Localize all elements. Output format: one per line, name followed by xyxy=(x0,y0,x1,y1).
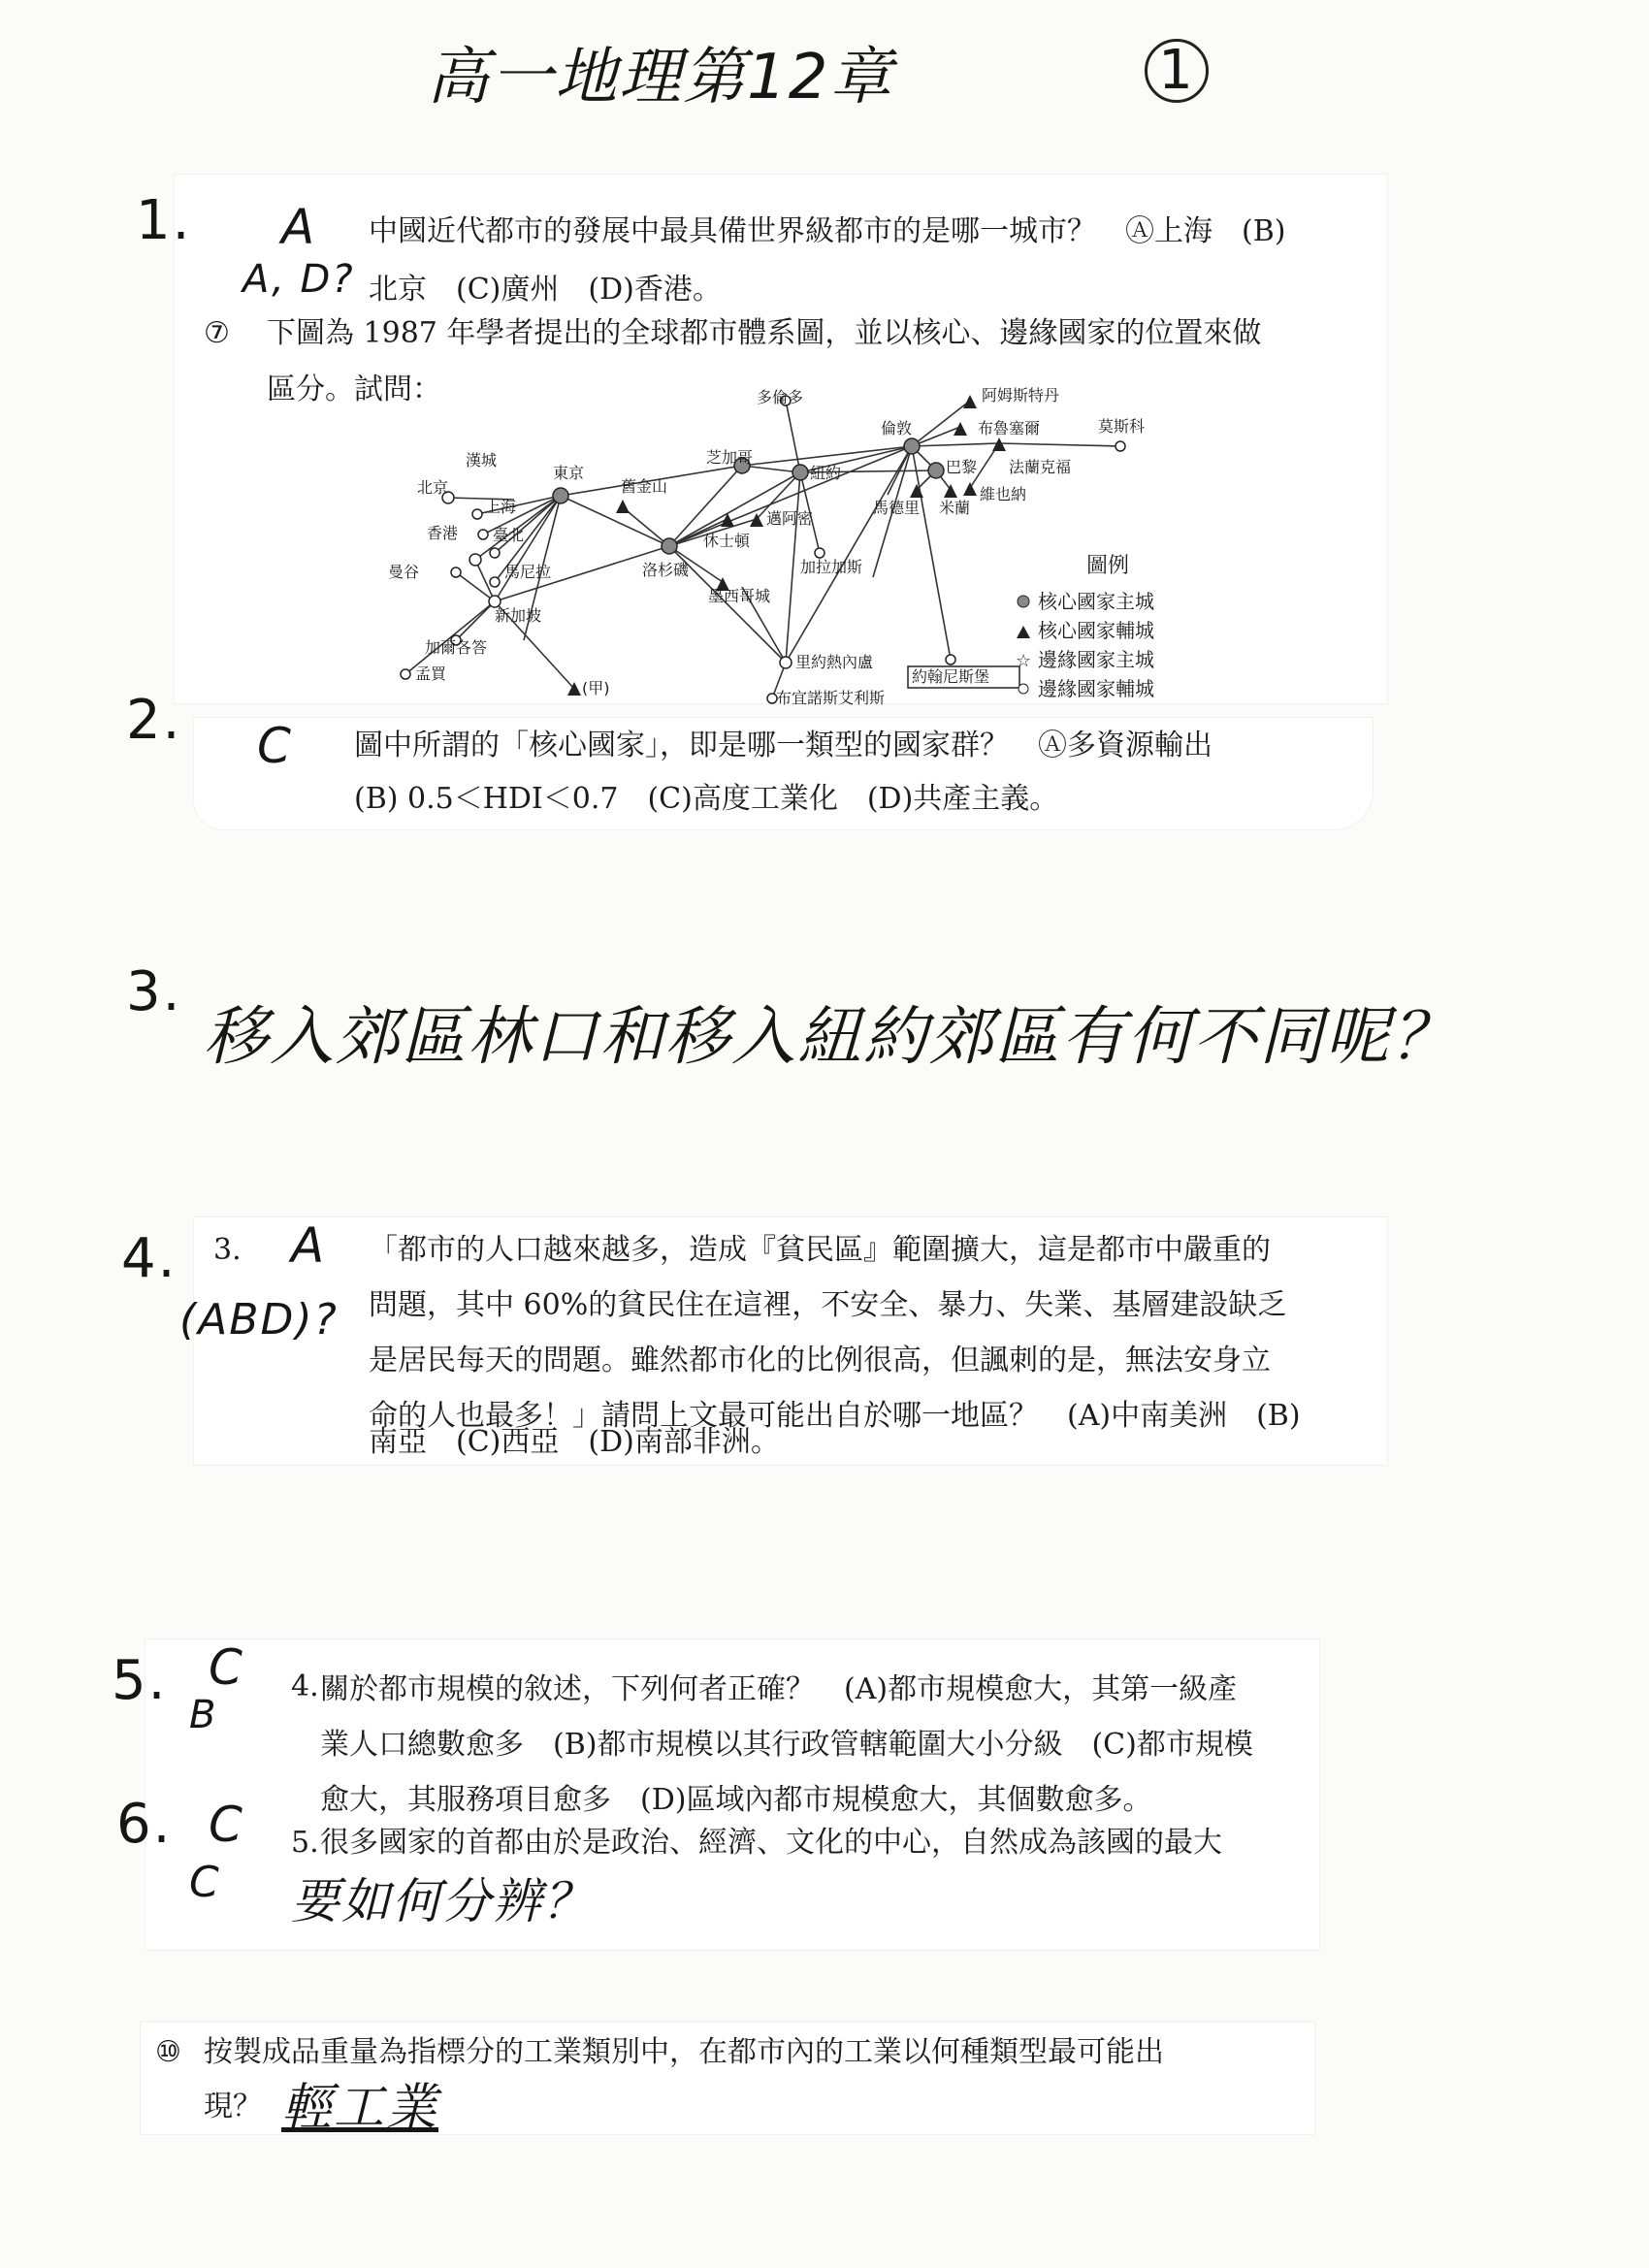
map-legend-periphery-sub: 邊緣國家輔城 xyxy=(1038,677,1154,700)
question-4-number: 4. xyxy=(121,1227,178,1290)
map-label-paris: 巴黎 xyxy=(946,458,978,476)
map-label-houston: 休士頓 xyxy=(703,532,751,550)
map-label-brussels: 布魯塞爾 xyxy=(978,419,1041,437)
question-4-line-2: 問題，其中 60%的貧民住在這裡，不安全、暴力、失業、基層建設缺乏 xyxy=(369,1288,1287,1322)
figure-intro-line-1: 下圖為 1987 年學者提出的全球都市體系圖，並以核心、邊緣國家的位置來做 xyxy=(267,316,1262,350)
map-label-taipei: 臺北 xyxy=(493,526,525,544)
question-5-handwritten-answer: C xyxy=(209,1639,244,1696)
map-label-shanghai: 上海 xyxy=(485,498,517,516)
question-1-handwritten-answer: A xyxy=(281,199,317,255)
question-6-printed-number: 5. xyxy=(291,1826,319,1860)
map-label-london: 倫敦 xyxy=(881,419,913,437)
map-label-mumbai: 孟買 xyxy=(415,664,447,683)
question-5-printed-number: 4. xyxy=(291,1669,319,1703)
map-label-singapore: 新加坡 xyxy=(495,606,542,625)
map-label-buenos-aires: 布宜諾斯艾利斯 xyxy=(776,689,886,707)
question-1-line-1: 中國近代都市的發展中最具備世界級都市的是哪一城市？ Ⓐ上海 (B) xyxy=(369,214,1286,248)
page-number: 1 xyxy=(1145,39,1209,103)
question-6-handwritten-question: 要如何分辨？ xyxy=(291,1873,594,1929)
svg-text:☆: ☆ xyxy=(1016,651,1032,671)
question-5-line-2: 業人口總數愈多 (B)都市規模以其行政管轄範圍大小分級 (C)都市規模 xyxy=(320,1728,1253,1762)
world-city-system-map xyxy=(369,383,1377,713)
figure-intro-mark: ⑦ xyxy=(204,316,230,350)
map-label-miami: 邁阿密 xyxy=(766,509,814,528)
question-7-line-2-prefix: 現？ xyxy=(204,2090,262,2123)
map-label-new-york: 紐約 xyxy=(810,464,842,482)
question-7-mark: ⑩ xyxy=(155,2035,181,2069)
map-legend-core-main: 核心國家主城 xyxy=(1038,590,1154,613)
map-label-rio: 里約熱內盧 xyxy=(795,653,874,671)
map-label-san-francisco: 舊金山 xyxy=(621,477,668,496)
map-label-mexico-city: 墨西哥城 xyxy=(708,587,771,605)
question-4-line-5: 南亞 (C)西亞 (D)南部非洲。 xyxy=(369,1425,780,1459)
question-1-line-2: 北京 (C)廣州 (D)香港。 xyxy=(369,273,722,307)
question-2-number: 2. xyxy=(126,689,182,752)
map-label-beijing: 北京 xyxy=(417,478,449,497)
map-label-tokyo: 東京 xyxy=(553,464,585,482)
map-label-frankfurt: 法蘭克福 xyxy=(1009,458,1072,476)
map-label-johannesburg: 約翰尼斯堡 xyxy=(912,667,990,686)
map-label-toronto: 多倫多 xyxy=(757,388,804,406)
map-label-jia: (甲) xyxy=(582,679,610,697)
question-6-line-1: 很多國家的首都由於是政治、經濟、文化的中心，自然成為該國的最大 xyxy=(320,1826,1222,1860)
question-7-line-1: 按製成品重量為指標分的工業類別中，在都市內的工業以何種類型最可能出 xyxy=(204,2035,1164,2069)
question-5-line-3: 愈大，其服務項目愈多 (D)區域內都市規模愈大，其個數愈多。 xyxy=(320,1783,1152,1817)
map-label-amsterdam: 阿姆斯特丹 xyxy=(982,386,1060,405)
map-label-chicago: 芝加哥 xyxy=(706,448,754,467)
map-label-hong-kong: 香港 xyxy=(427,524,459,542)
map-legend-periphery-main: 邊緣國家主城 xyxy=(1038,648,1154,671)
question-4-line-1: 「都市的人口越來越多，造成『貧民區』範圍擴大，這是都市中嚴重的 xyxy=(369,1233,1271,1267)
question-4-printed-number: 3. xyxy=(213,1233,242,1267)
map-legend-core-sub: 核心國家輔城 xyxy=(1038,619,1154,642)
question-7-handwritten-answer: 輕工業 xyxy=(281,2079,439,2137)
question-6-handwritten-answer: C xyxy=(209,1797,244,1853)
question-2-handwritten-answer: C xyxy=(257,718,293,774)
question-4-line-3: 是居民每天的問題。雖然都市化的比例很高，但諷刺的是，無法安身立 xyxy=(369,1344,1271,1377)
map-label-manila: 馬尼拉 xyxy=(504,563,552,581)
map-label-seoul: 漢城 xyxy=(466,451,498,470)
question-6-handwritten-note: C xyxy=(189,1858,221,1907)
question-5-line-1: 關於都市規模的敘述，下列何者正確？ (A)都市規模愈大，其第一級產 xyxy=(320,1672,1238,1706)
page-title: 高一地理第12章 xyxy=(427,42,894,113)
question-4-handwritten-note: (ABD)? xyxy=(179,1295,339,1345)
map-label-los-angeles: 洛杉磯 xyxy=(642,561,690,579)
question-2-line-2: (B) 0.5＜HDI＜0.7 (C)高度工業化 (D)共產主義。 xyxy=(354,782,1059,816)
map-label-milan: 米蘭 xyxy=(939,499,971,517)
question-6-number: 6. xyxy=(116,1793,173,1856)
question-4-handwritten-answer: A xyxy=(291,1217,327,1274)
question-5-number: 5. xyxy=(112,1649,168,1712)
map-label-madrid: 馬德里 xyxy=(873,499,921,517)
question-3-handwritten-text: 移入郊區林口和移入紐約郊區有何不同呢？ xyxy=(204,999,1457,1074)
question-1-number: 1. xyxy=(136,189,192,252)
map-label-bangkok: 曼谷 xyxy=(388,563,420,581)
question-5-handwritten-note: B xyxy=(189,1693,218,1737)
question-3-number: 3. xyxy=(126,960,182,1023)
map-label-vienna: 維也納 xyxy=(980,485,1027,503)
map-label-moscow: 莫斯科 xyxy=(1098,417,1146,436)
question-4-line-4: 命的人也最多！」請問上文最可能出自於哪一地區？ (A)中南美洲 (B) xyxy=(369,1399,1301,1433)
figure-intro-line-2: 區分。試問： xyxy=(267,373,441,406)
question-1-handwritten-note: A, D? xyxy=(242,257,355,302)
question-2-line-1: 圖中所謂的「核心國家」，即是哪一類型的國家群？ Ⓐ多資源輸出 xyxy=(354,729,1212,762)
map-label-caracas: 加拉加斯 xyxy=(800,558,863,576)
map-label-calcutta: 加爾各答 xyxy=(425,638,488,657)
map-legend-title: 圖例 xyxy=(1086,554,1130,578)
